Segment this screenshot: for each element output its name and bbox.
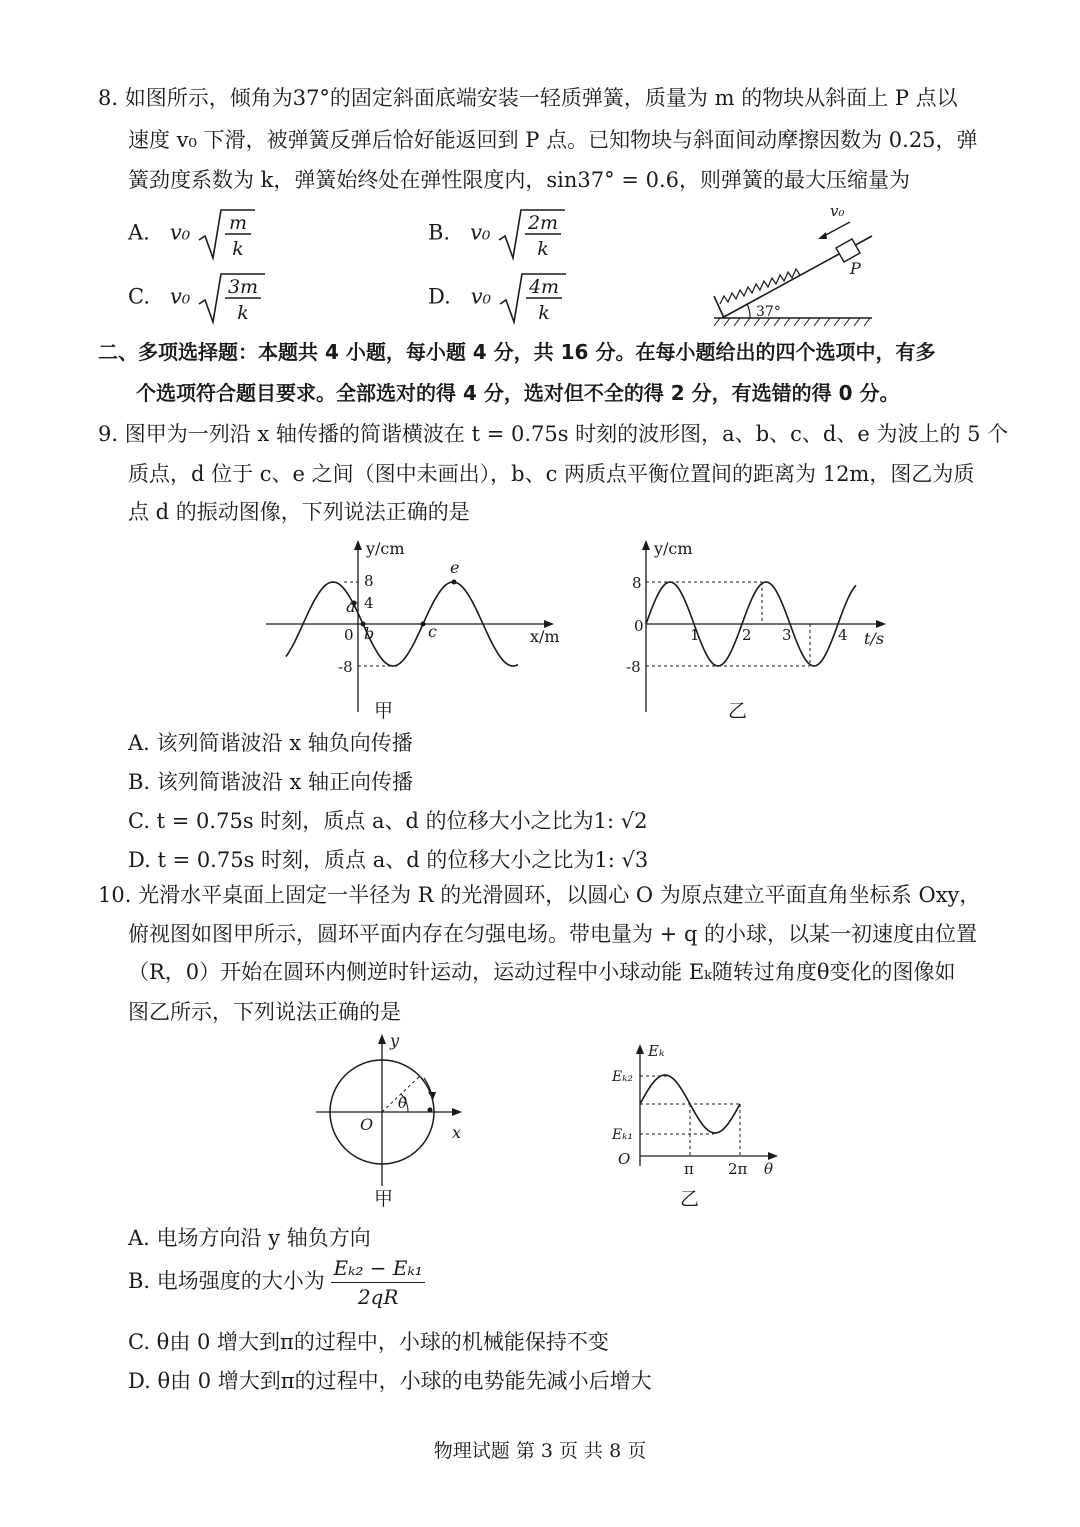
- q10-right-caption: 乙: [680, 1188, 700, 1210]
- q9-left-caption: 甲: [374, 700, 394, 722]
- q8-a-den: k: [232, 238, 244, 260]
- q10-theta-label: θ: [398, 1094, 408, 1112]
- q10-option-a: A. 电场方向沿 y 轴负方向: [128, 1226, 371, 1250]
- q9-right-xtick-2: 2: [742, 626, 752, 644]
- q10-ek2-label: Eₖ₂: [612, 1069, 633, 1085]
- q10-line-3: （R，0）开始在圆环内侧逆时针运动，运动过程中小球动能 Eₖ随转过角度θ变化的图像如: [128, 960, 956, 984]
- q10-option-b-fraction: $\frac{\text{Eₖ₂ − Eₖ₁}}{2qR}$: [333, 1256, 423, 1309]
- q8-d-den: k: [538, 302, 550, 324]
- q8-option-b: B. v₀ 2m k: [428, 206, 567, 262]
- q9-line-3: 点 d 的振动图像，下列说法正确的是: [128, 500, 470, 524]
- page-footer: 物理试题 第 3 页 共 8 页: [433, 1440, 647, 1462]
- q9-wave-figure: [260, 536, 560, 726]
- q9-option-b: B. 该列简谐波沿 x 轴正向传播: [128, 770, 413, 794]
- q10-circle-figure: [312, 1030, 472, 1190]
- q9-left-ylabel: y/cm: [366, 539, 405, 558]
- q9-option-c: C. t = 0.75s 时刻，质点 a、d 的位移大小之比为1: √2: [128, 809, 648, 833]
- q9-right-xtick-4: 4: [838, 626, 848, 644]
- q8-d-num: 4m: [528, 276, 559, 298]
- q10-o-label: O: [618, 1150, 631, 1168]
- q10-2pi-label: 2π: [728, 1160, 748, 1178]
- q10-pi-label: π: [684, 1160, 694, 1178]
- q10-left-caption: 甲: [374, 1188, 394, 1210]
- q8-option-a: A. v₀ m k: [128, 206, 257, 262]
- q10-ek-figure: [610, 1040, 790, 1190]
- q9-vibration-figure: [620, 536, 890, 726]
- q8-p-label: P: [850, 259, 861, 278]
- q10-line-1: 10. 光滑水平桌面上固定一半径为 R 的光滑圆环，以圆心 O 为原点建立平面直角坐标系 Oxy，: [98, 883, 981, 907]
- q9-left-tick-4: 4: [364, 594, 374, 612]
- q9-option-a: A. 该列简谐波沿 x 轴负向传播: [128, 731, 413, 755]
- q8-line-2: 速度 v₀ 下滑，被弹簧反弹后恰好能返回到 P 点。已知物块与斜面间动摩擦因数为 0.25，弹: [128, 128, 978, 152]
- q8-b-den: k: [537, 238, 549, 260]
- q9-right-caption: 乙: [728, 700, 748, 722]
- q9-right-ylabel: y/cm: [654, 539, 693, 558]
- q9-left-tick-8: 8: [364, 572, 374, 590]
- q9-option-d: D. t = 0.75s 时刻，质点 a、d 的位移大小之比为1: √3: [128, 848, 649, 872]
- q10-x-label: x: [452, 1123, 462, 1142]
- q9-point-c: c: [428, 622, 437, 641]
- q9-right-ytick-8: 8: [632, 574, 642, 592]
- section2-line-1: 二、多项选择题：本题共 4 小题，每小题 4 分，共 16 分。在每小题给出的四个选项中，有多: [98, 340, 936, 364]
- q8-a-num: m: [228, 212, 247, 234]
- q10-option-d: D. θ由 0 增大到π的过程中，小球的电势能先减小后增大: [128, 1369, 652, 1393]
- q9-left-xlabel: x/m: [530, 627, 560, 646]
- q8-c-den: k: [237, 302, 249, 324]
- q10-option-c: C. θ由 0 增大到π的过程中，小球的机械能保持不变: [128, 1330, 609, 1354]
- q8-c-num: 3m: [227, 276, 259, 298]
- q10-theta-axis-label: θ: [764, 1160, 774, 1178]
- q8-incline-figure: [700, 196, 880, 332]
- q9-point-b: b: [364, 624, 375, 643]
- q10-y-label: y: [390, 1031, 400, 1050]
- q9-right-xtick-1: 1: [690, 626, 700, 644]
- q9-right-ytick-0: 0: [634, 617, 644, 635]
- q10-option-b: B. 电场强度的大小为 $\frac{\text{Eₖ₂ − Eₖ₁}}{2qR}$: [128, 1256, 423, 1309]
- q9-right-xlabel: t/s: [864, 629, 885, 648]
- q8-v0-label: v₀: [830, 202, 845, 220]
- q10-ek1-label: Eₖ₁: [612, 1127, 633, 1143]
- q9-point-a: a: [346, 597, 356, 616]
- q10-line-4: 图乙所示，下列说法正确的是: [128, 1000, 401, 1024]
- q9-right-ytick-neg8: -8: [626, 658, 641, 676]
- q9-point-e: e: [450, 558, 460, 577]
- q8-line-1: 8. 如图所示，倾角为37°的固定斜面底端安装一轻质弹簧，质量为 m 的物块从斜面上 P 点以: [98, 86, 958, 110]
- q8-option-d: D. v₀ 4m k: [428, 270, 568, 326]
- q9-right-xtick-3: 3: [782, 626, 792, 644]
- q9-line-2: 质点，d 位于 c、e 之间（图中未画出），b、c 两质点平衡位置间的距离为 12m，图乙为质: [128, 462, 975, 486]
- q9-left-tick-0: 0: [344, 626, 354, 644]
- q8-option-c: C. v₀ 3m k: [128, 270, 267, 326]
- section2-line-2: 个选项符合题目要求。全部选对的得 4 分，选对但不全的得 2 分，有选错的得 0 分。: [136, 381, 900, 405]
- q8-line-3: 簧劲度系数为 k，弹簧始终处在弹性限度内，sin37° = 0.6，则弹簧的最大压缩量为: [128, 168, 910, 192]
- q9-line-1: 9. 图甲为一列沿 x 轴传播的简谐横波在 t = 0.75s 时刻的波形图，a、b、c、d、e 为波上的 5 个: [98, 422, 1009, 446]
- q10-ek-axis-label: Eₖ: [648, 1042, 665, 1060]
- q10-origin-label: O: [360, 1115, 374, 1134]
- q10-line-2: 俯视图如图甲所示，圆环平面内存在匀强电场。带电量为 + q 的小球，以某一初速度由位置: [128, 922, 978, 946]
- q8-angle-label: 37°: [756, 304, 781, 320]
- q9-left-tick-neg8: -8: [338, 658, 353, 676]
- q8-b-num: 2m: [528, 212, 559, 234]
